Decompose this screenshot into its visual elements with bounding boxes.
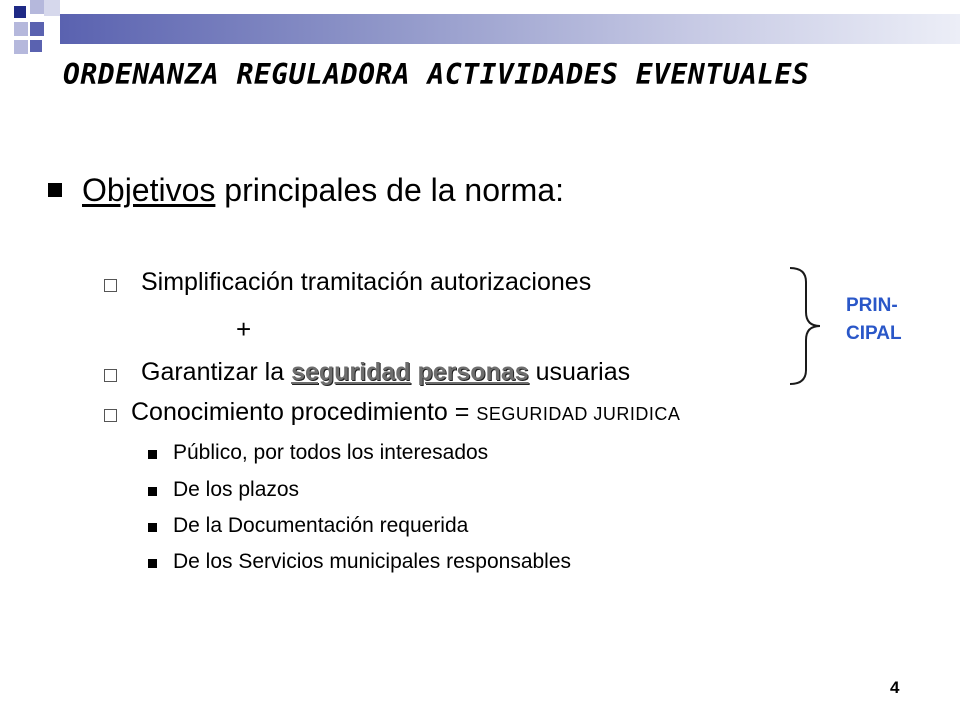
item3-prefix: Conocimiento procedimiento = [131, 398, 477, 426]
small-square-bullet-icon [148, 559, 157, 568]
small-square-bullet-icon [148, 523, 157, 532]
hollow-square-bullet-icon [104, 409, 117, 422]
deco-square [14, 22, 28, 36]
sub-item: Público, por todos los interesados [173, 441, 489, 464]
header-gradient-bar [60, 14, 960, 44]
item-simplificacion: Simplificación tramitación autorizaciones [141, 268, 592, 296]
deco-square [14, 6, 26, 18]
brace-label [846, 292, 902, 348]
item2-prefix: Garantizar la [141, 358, 292, 386]
sub-item: De los plazos [173, 478, 300, 501]
square-bullet-icon [48, 183, 62, 197]
deco-square [30, 0, 44, 14]
item2-suffix: usuarias [528, 358, 631, 386]
deco-square [44, 0, 60, 16]
brace-label-line1: PRIN- [846, 295, 898, 316]
deco-square [30, 40, 42, 52]
page-number: 4 [890, 678, 900, 697]
item3-caps: SEGURIDAD JURIDICA [476, 404, 681, 424]
right-brace-icon [780, 262, 830, 392]
main-point [82, 172, 564, 209]
slide-title: ORDENANZA REGULADORA ACTIVIDADES EVENTUALES [63, 58, 810, 91]
sub-item: De los Servicios municipales responsables [173, 550, 572, 573]
small-square-bullet-icon [148, 450, 157, 459]
plus-sign: + [236, 314, 252, 344]
main-point-rest: principales de la norma: [215, 172, 565, 208]
deco-square [30, 22, 44, 36]
hollow-square-bullet-icon [104, 369, 117, 382]
item-garantizar [141, 358, 630, 387]
hollow-square-bullet-icon [104, 279, 117, 292]
sub-item: De la Documentación requerida [173, 514, 469, 537]
small-square-bullet-icon [148, 487, 157, 496]
main-point-underlined: Objetivos [82, 172, 216, 208]
deco-square [14, 40, 28, 54]
item-conocimiento [131, 398, 680, 427]
brace-label-line2: CIPAL [846, 323, 902, 344]
item2-seguridad: seguridad [291, 358, 411, 386]
item2-personas: personas [417, 358, 529, 386]
